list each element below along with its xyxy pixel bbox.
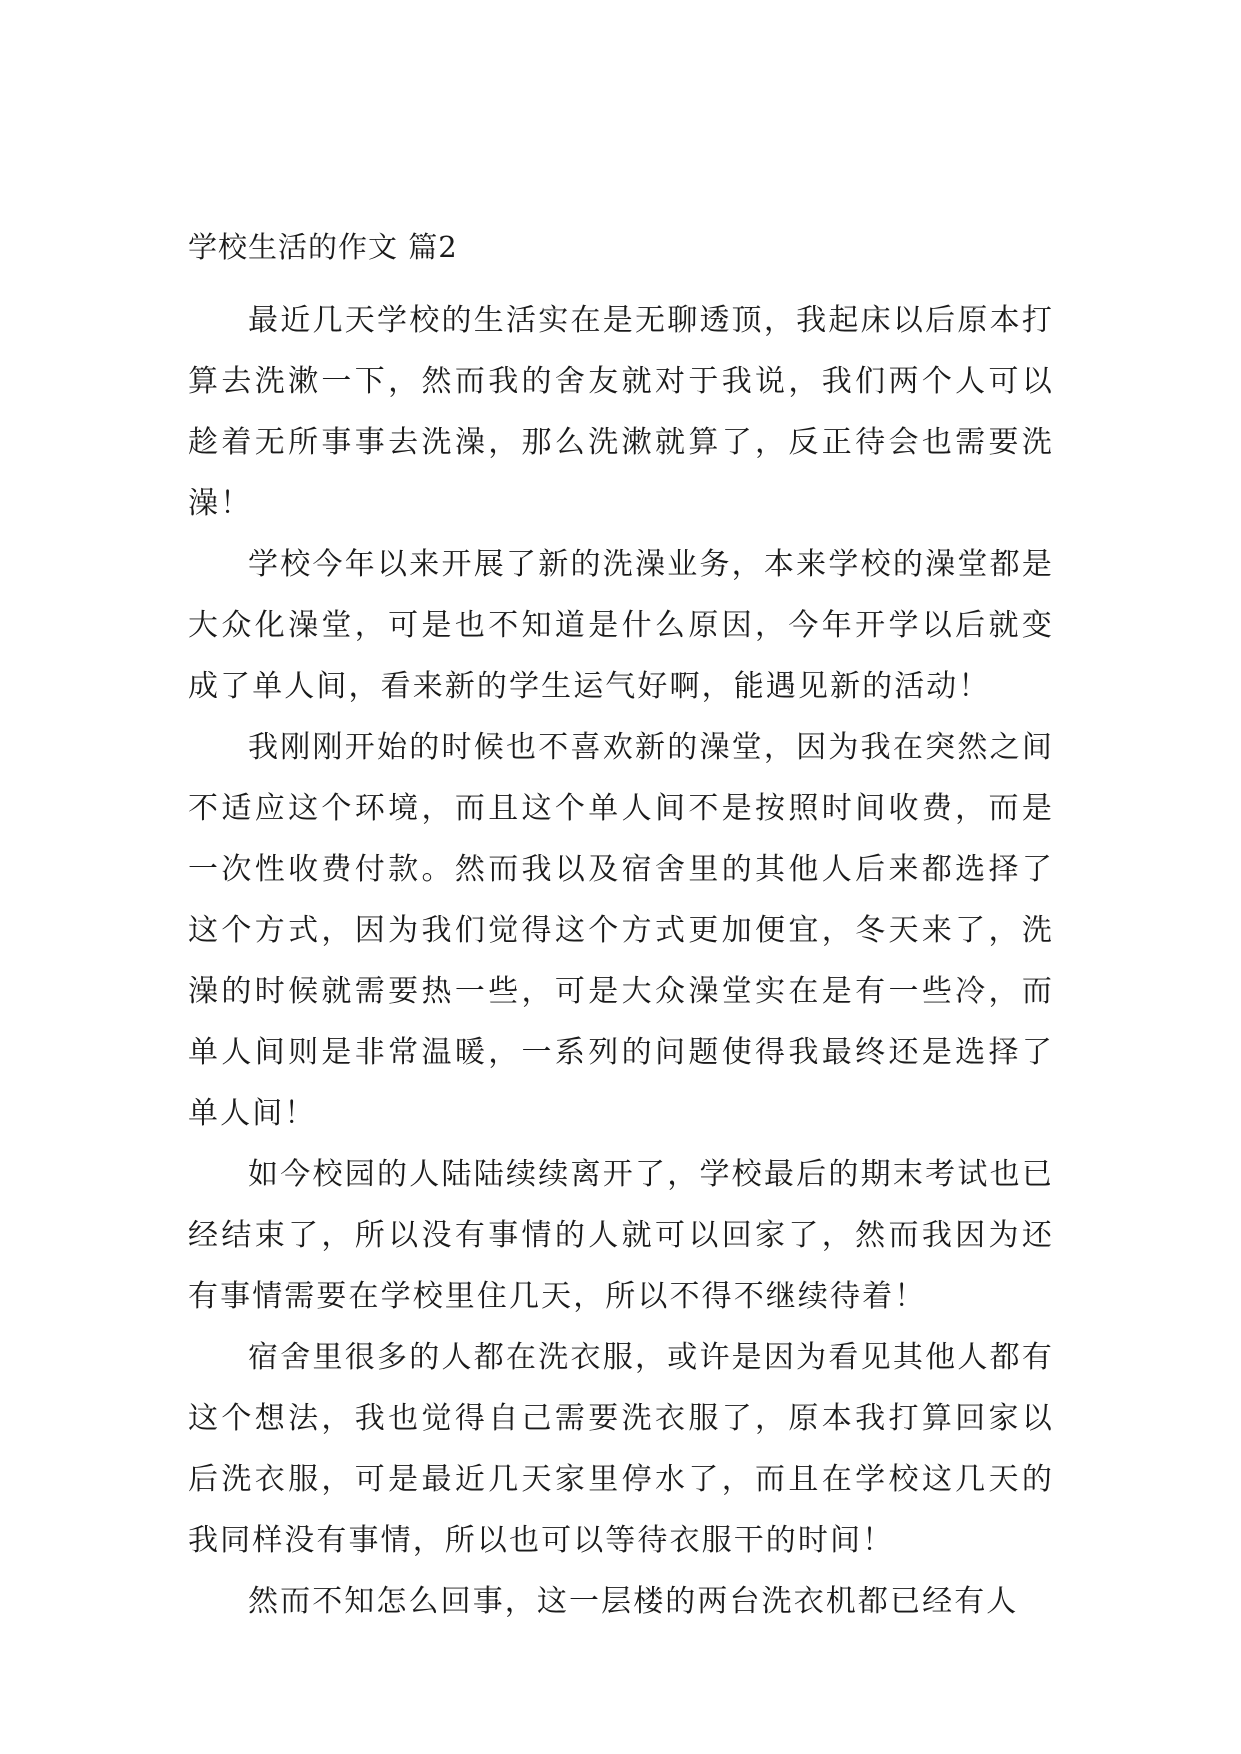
paragraph-3: 我刚刚开始的时候也不喜欢新的澡堂，因为我在突然之间不适应这个环境，而且这个单人间不是按照时间收费，而是一次性收费付款。然而我以及宿舍里的其他人后来都选择了这个方式，因为我们觉得这个方式更加便宜，冬天来了，洗澡的时候就需要热一些，可是大众澡堂实在是有一些冷，而单人间则是非常温暖，一系列的问题使得我最终还是选择了单人间！ <box>188 730 1054 1131</box>
paragraph-4: 如今校园的人陆陆续续离开了，学校最后的期末考试也已经结束了，所以没有事情的人就可以回家了，然而我因为还有事情需要在学校里住几天，所以不得不继续待着！ <box>188 1157 1054 1314</box>
paragraph-6: 然而不知怎么回事，这一层楼的两台洗衣机都已经有人 <box>248 1584 1019 1619</box>
paragraph-1: 最近几天学校的生活实在是无聊透顶，我起床以后原本打算去洗漱一下，然而我的舍友就对于我说，我们两个人可以趁着无所事事去洗澡，那么洗漱就算了，反正待会也需要洗澡！ <box>188 303 1054 521</box>
document-body <box>188 218 1054 1632</box>
document-title: 学校生活的作文 篇2 <box>188 230 458 264</box>
paragraph-2: 学校今年以来开展了新的洗澡业务，本来学校的澡堂都是大众化澡堂，可是也不知道是什么原因，今年开学以后就变成了单人间，看来新的学生运气好啊，能遇见新的活动！ <box>188 547 1054 704</box>
paragraph-5: 宿舍里很多的人都在洗衣服，或许是因为看见其他人都有这个想法，我也觉得自己需要洗衣服了，原本我打算回家以后洗衣服，可是最近几天家里停水了，而且在学校这几天的我同样没有事情，所以也可以等待衣服干的时间！ <box>188 1340 1054 1558</box>
